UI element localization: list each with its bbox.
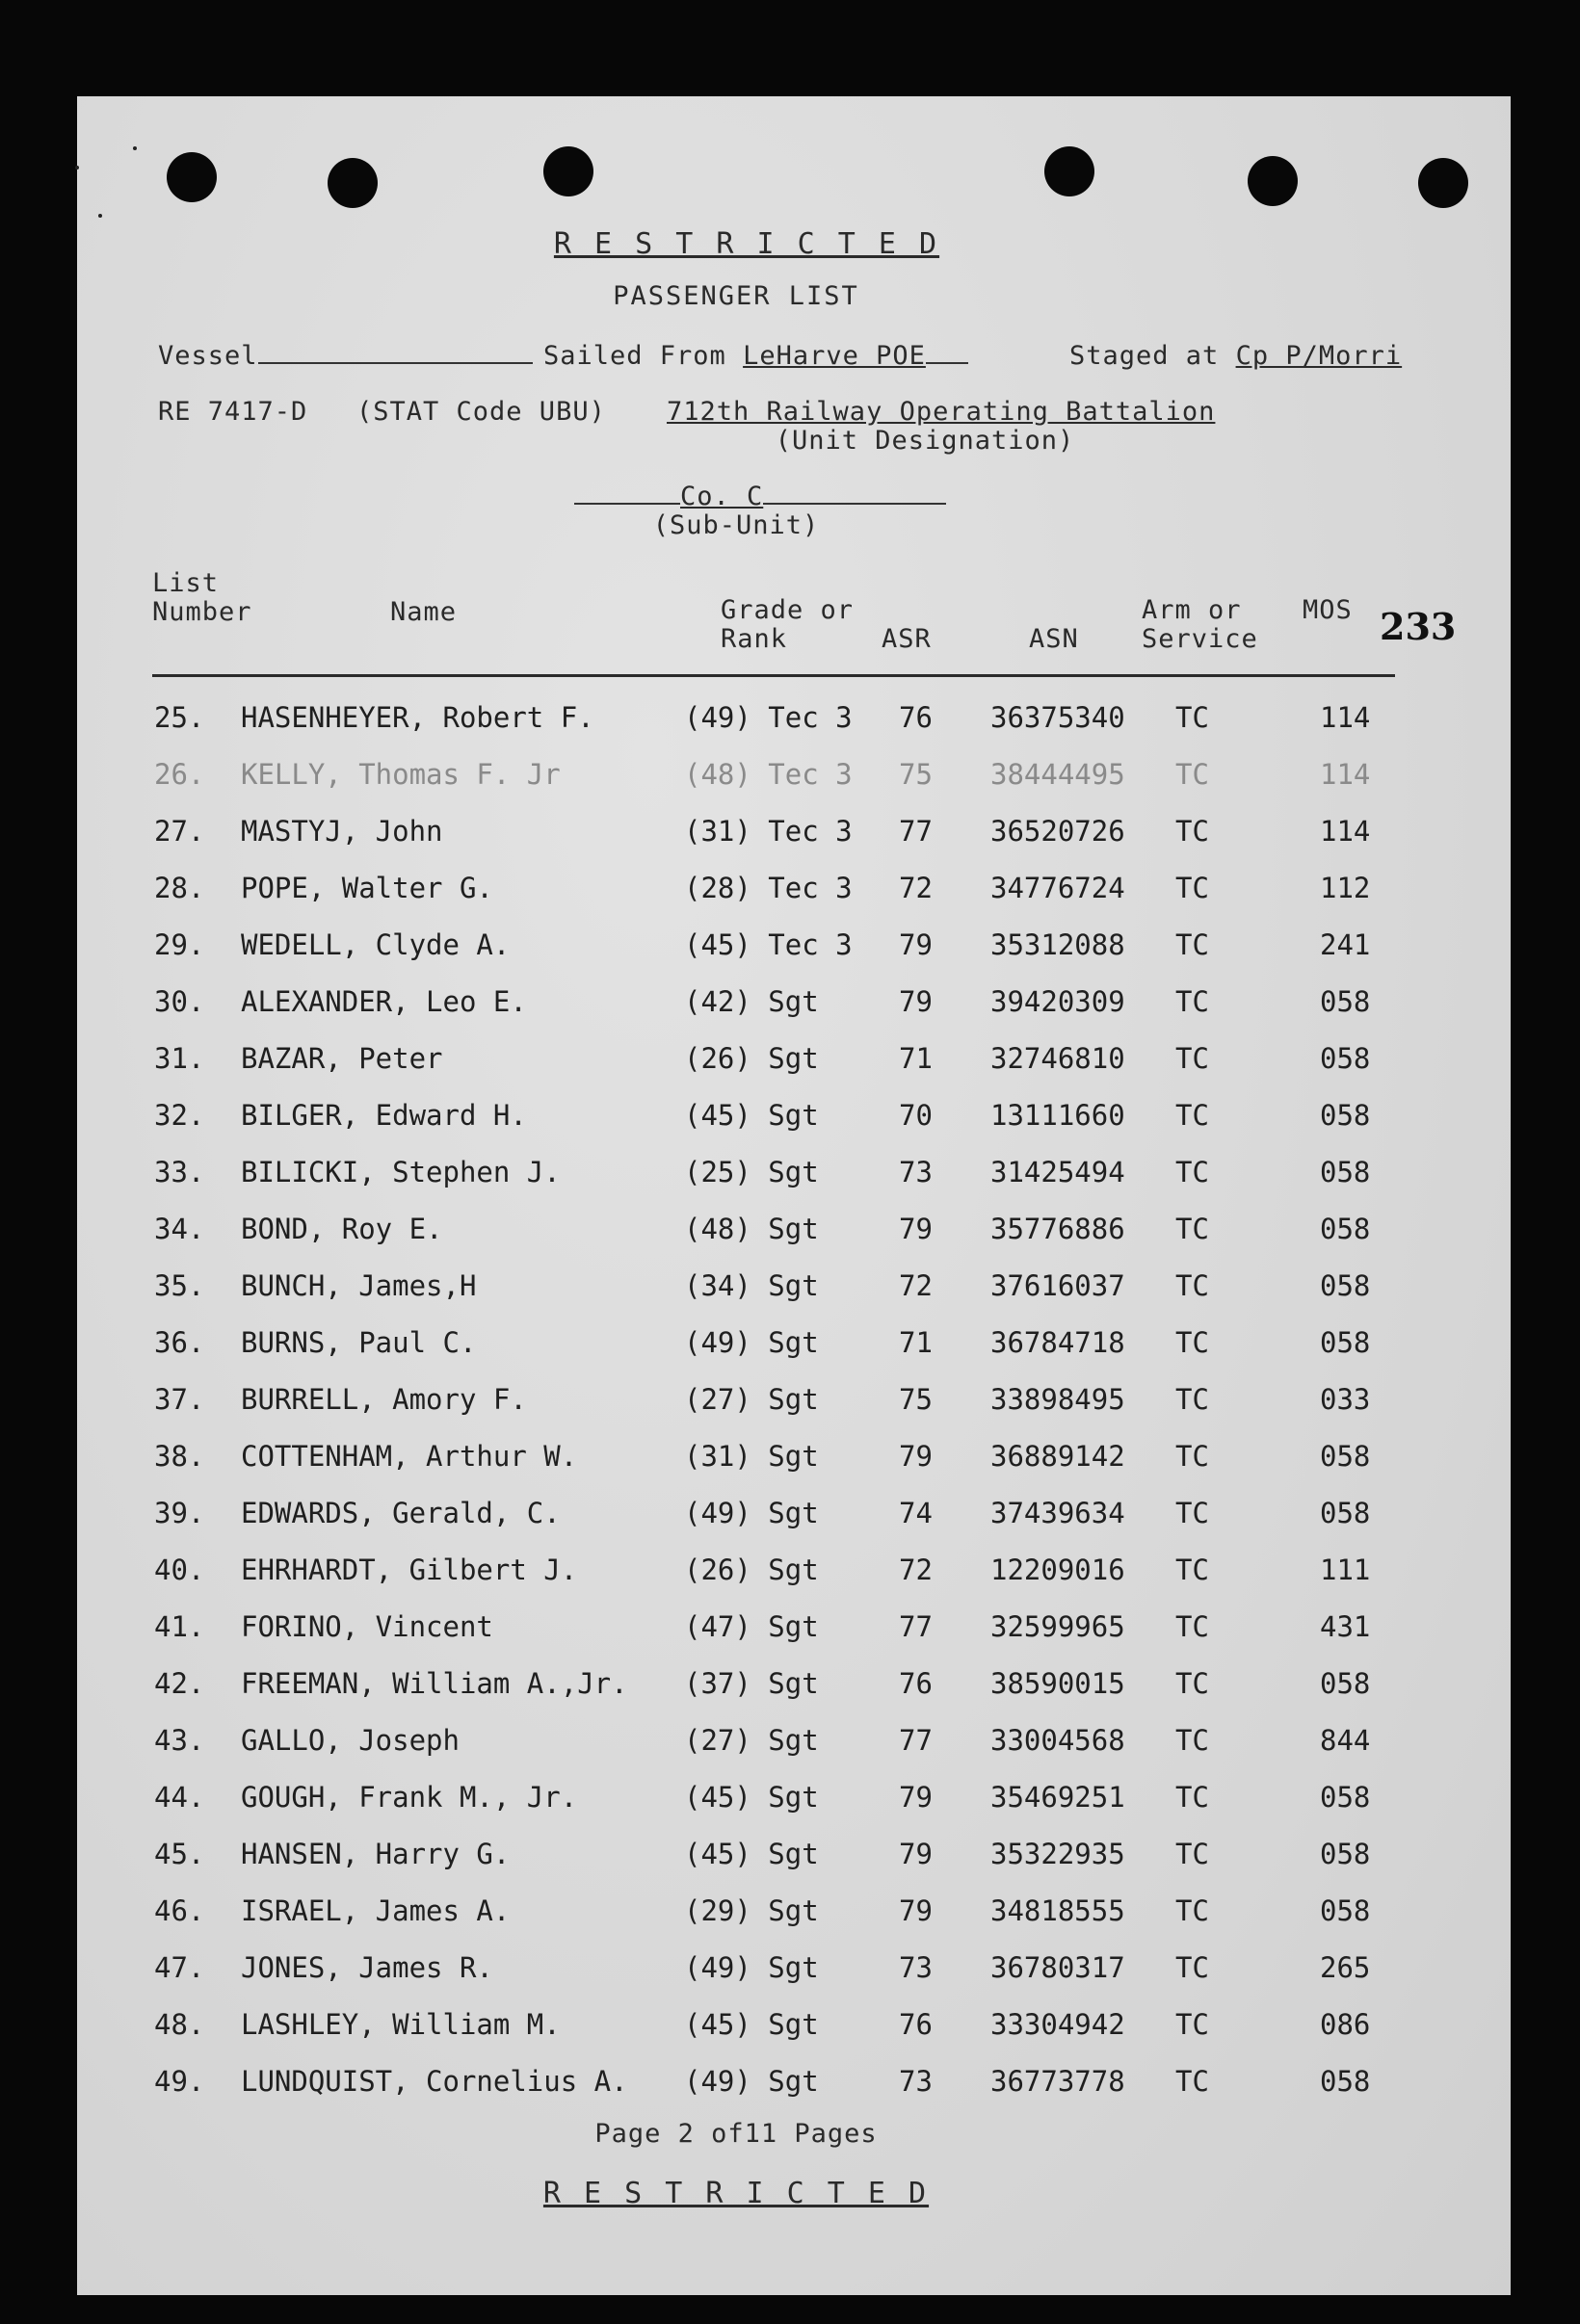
- table-row: [77, 815, 1511, 872]
- unit-designation: 712th Railway Operating Battalion: [667, 397, 1216, 427]
- asr-score: 79: [899, 1213, 933, 1245]
- grade-rank: (31) Sgt: [684, 1440, 819, 1473]
- grade-rank: (45) Sgt: [684, 2008, 819, 2041]
- passenger-name: POPE, Walter G.: [241, 872, 493, 904]
- grade-rank: (48) Sgt: [684, 1213, 819, 1245]
- table-row: [77, 1213, 1511, 1269]
- serial-number: 33304942: [990, 2008, 1125, 2041]
- arm-service: TC: [1175, 2065, 1209, 2098]
- table-row: [77, 1610, 1511, 1667]
- list-number: 25.: [154, 701, 205, 734]
- arm-service: TC: [1175, 1440, 1209, 1473]
- vessel-row: [158, 341, 533, 371]
- mos-code: 086: [1320, 2008, 1371, 2041]
- grade-rank: (27) Sgt: [684, 1724, 819, 1757]
- sailed-blank: [926, 362, 968, 364]
- serial-number: 36889142: [990, 1440, 1125, 1473]
- table-row: [77, 1042, 1511, 1099]
- list-number: 26.: [154, 758, 205, 791]
- table-row: [77, 1099, 1511, 1156]
- table-row: [77, 1781, 1511, 1838]
- asr-score: 72: [899, 1554, 933, 1586]
- arm-service: TC: [1175, 985, 1209, 1018]
- punch-hole: [328, 158, 378, 208]
- arm-service: TC: [1175, 872, 1209, 904]
- serial-number: 38590015: [990, 1667, 1125, 1700]
- list-number: 41.: [154, 1610, 205, 1643]
- grade-rank: (31) Tec 3: [684, 815, 853, 848]
- arm-service: TC: [1175, 1838, 1209, 1870]
- mos-code: 058: [1320, 1156, 1371, 1188]
- asr-score: 74: [899, 1497, 933, 1529]
- punch-hole: [1418, 158, 1468, 208]
- staged-label: Staged at: [1069, 341, 1220, 371]
- grade-rank: (27) Sgt: [684, 1383, 819, 1416]
- list-number: 47.: [154, 1951, 205, 1984]
- punch-hole: [1044, 146, 1094, 196]
- table-row: [77, 1326, 1511, 1383]
- table-row: [77, 1440, 1511, 1497]
- sub-unit-blank-left: [574, 503, 680, 505]
- serial-number: 35469251: [990, 1781, 1125, 1814]
- col-name: Name: [390, 597, 458, 627]
- grade-rank: (45) Sgt: [684, 1099, 819, 1132]
- passenger-name: LASHLEY, William M.: [241, 2008, 561, 2041]
- passenger-name: BILICKI, Stephen J.: [241, 1156, 561, 1188]
- sub-unit: Co. C: [680, 482, 764, 511]
- page-number: 233: [1380, 605, 1457, 648]
- table-row: [77, 872, 1511, 928]
- arm-service: TC: [1175, 1781, 1209, 1814]
- arm-service: TC: [1175, 2008, 1209, 2041]
- col-arm-line2: Service: [1142, 624, 1258, 654]
- mos-code: 058: [1320, 1213, 1371, 1245]
- mos-code: 058: [1320, 1838, 1371, 1870]
- table-row: [77, 1894, 1511, 1951]
- grade-rank: (49) Sgt: [684, 1497, 819, 1529]
- mos-code: 058: [1320, 1497, 1371, 1529]
- asr-score: 71: [899, 1326, 933, 1359]
- vessel-blank: [258, 362, 533, 364]
- serial-number: 36520726: [990, 815, 1125, 848]
- list-number: 37.: [154, 1383, 205, 1416]
- grade-rank: (49) Tec 3: [684, 701, 853, 734]
- list-number: 42.: [154, 1667, 205, 1700]
- grade-rank: (49) Sgt: [684, 2065, 819, 2098]
- arm-service: TC: [1175, 1894, 1209, 1927]
- passenger-name: GOUGH, Frank M., Jr.: [241, 1781, 578, 1814]
- grade-rank: (29) Sgt: [684, 1894, 819, 1927]
- table-row: [77, 928, 1511, 985]
- grade-rank: (48) Tec 3: [684, 758, 853, 791]
- serial-number: 32599965: [990, 1610, 1125, 1643]
- passenger-name: BILGER, Edward H.: [241, 1099, 527, 1132]
- serial-number: 38444495: [990, 758, 1125, 791]
- passenger-name: BUNCH, James,H: [241, 1269, 477, 1302]
- passenger-name: ALEXANDER, Leo E.: [241, 985, 527, 1018]
- serial-number: 34776724: [990, 872, 1125, 904]
- list-number: 34.: [154, 1213, 205, 1245]
- list-number: 49.: [154, 2065, 205, 2098]
- list-number: 29.: [154, 928, 205, 961]
- serial-number: 35312088: [990, 928, 1125, 961]
- page-of-pages: Page 2 of11 Pages: [594, 2119, 878, 2149]
- arm-service: TC: [1175, 928, 1209, 961]
- arm-service: TC: [1175, 1667, 1209, 1700]
- punch-hole: [543, 146, 593, 196]
- list-number: 33.: [154, 1156, 205, 1188]
- col-mos: MOS: [1303, 595, 1353, 625]
- grade-rank: (25) Sgt: [684, 1156, 819, 1188]
- list-number: 31.: [154, 1042, 205, 1075]
- asr-score: 73: [899, 2065, 933, 2098]
- col-asn: ASN: [1029, 624, 1079, 654]
- arm-service: TC: [1175, 1610, 1209, 1643]
- serial-number: 36375340: [990, 701, 1125, 734]
- asr-score: 75: [899, 758, 933, 791]
- table-row: [77, 2008, 1511, 2065]
- table-row: [77, 1667, 1511, 1724]
- arm-service: TC: [1175, 1951, 1209, 1984]
- table-row: [77, 1269, 1511, 1326]
- mos-code: 058: [1320, 1894, 1371, 1927]
- list-number: 43.: [154, 1724, 205, 1757]
- passenger-name: GALLO, Joseph: [241, 1724, 460, 1757]
- mos-code: 058: [1320, 1042, 1371, 1075]
- mos-code: 058: [1320, 1269, 1371, 1302]
- punch-hole: [167, 152, 217, 202]
- col-grade-line1: Grade or: [721, 595, 855, 625]
- arm-service: TC: [1175, 1724, 1209, 1757]
- asr-score: 79: [899, 1838, 933, 1870]
- restricted-header: R E S T R I C T E D: [553, 227, 940, 261]
- sub-unit-row: [574, 482, 946, 511]
- asr-score: 70: [899, 1099, 933, 1132]
- mos-code: 058: [1320, 1099, 1371, 1132]
- arm-service: TC: [1175, 1383, 1209, 1416]
- table-row: [77, 2065, 1511, 2122]
- restricted-footer: R E S T R I C T E D: [542, 2177, 930, 2210]
- asr-score: 79: [899, 985, 933, 1018]
- mos-code: 241: [1320, 928, 1371, 961]
- list-number: 35.: [154, 1269, 205, 1302]
- mos-code: 058: [1320, 1326, 1371, 1359]
- asr-score: 79: [899, 1440, 933, 1473]
- table-row: [77, 758, 1511, 815]
- mos-code: 058: [1320, 1440, 1371, 1473]
- grade-rank: (42) Sgt: [684, 985, 819, 1018]
- grade-rank: (45) Tec 3: [684, 928, 853, 961]
- table-row: [77, 1497, 1511, 1554]
- mos-code: 033: [1320, 1383, 1371, 1416]
- sub-unit-caption: (Sub-Unit): [652, 510, 820, 540]
- asr-score: 79: [899, 928, 933, 961]
- grade-rank: (28) Tec 3: [684, 872, 853, 904]
- asr-score: 76: [899, 701, 933, 734]
- list-number: 45.: [154, 1838, 205, 1870]
- sailed-label: Sailed From: [543, 341, 726, 371]
- asr-score: 72: [899, 872, 933, 904]
- mos-code: 058: [1320, 985, 1371, 1018]
- arm-service: TC: [1175, 1497, 1209, 1529]
- serial-number: 31425494: [990, 1156, 1125, 1188]
- table-row: [77, 1554, 1511, 1610]
- staged-value: Cp P/Morri: [1235, 341, 1403, 371]
- list-number: 39.: [154, 1497, 205, 1529]
- passenger-name: HASENHEYER, Robert F.: [241, 701, 594, 734]
- list-number: 48.: [154, 2008, 205, 2041]
- asr-score: 72: [899, 1269, 933, 1302]
- list-number: 38.: [154, 1440, 205, 1473]
- mos-code: 844: [1320, 1724, 1371, 1757]
- passenger-name: MASTYJ, John: [241, 815, 443, 848]
- col-asr: ASR: [882, 624, 932, 654]
- serial-number: 33898495: [990, 1383, 1125, 1416]
- serial-number: 13111660: [990, 1099, 1125, 1132]
- punch-hole: [1248, 156, 1298, 206]
- list-number: 32.: [154, 1099, 205, 1132]
- asr-score: 73: [899, 1951, 933, 1984]
- col-list-number-line1: List: [152, 568, 220, 598]
- asr-score: 79: [899, 1894, 933, 1927]
- passenger-name: LUNDQUIST, Cornelius A.: [241, 2065, 628, 2098]
- re-code: RE 7417-D: [158, 397, 308, 427]
- passenger-name: COTTENHAM, Arthur W.: [241, 1440, 578, 1473]
- vessel-label: Vessel: [158, 341, 258, 371]
- list-number: 30.: [154, 985, 205, 1018]
- serial-number: 39420309: [990, 985, 1125, 1018]
- mos-code: 114: [1320, 815, 1371, 848]
- sailed-row: [543, 341, 968, 371]
- asr-score: 75: [899, 1383, 933, 1416]
- asr-score: 76: [899, 2008, 933, 2041]
- list-number: 36.: [154, 1326, 205, 1359]
- passenger-name: BURNS, Paul C.: [241, 1326, 477, 1359]
- mos-code: 265: [1320, 1951, 1371, 1984]
- mos-code: 114: [1320, 758, 1371, 791]
- passenger-name: BURRELL, Amory F.: [241, 1383, 527, 1416]
- serial-number: 36780317: [990, 1951, 1125, 1984]
- grade-rank: (34) Sgt: [684, 1269, 819, 1302]
- grade-rank: (47) Sgt: [684, 1610, 819, 1643]
- passenger-name: FORINO, Vincent: [241, 1610, 493, 1643]
- serial-number: 34818555: [990, 1894, 1125, 1927]
- mos-code: 058: [1320, 2065, 1371, 2098]
- serial-number: 35776886: [990, 1213, 1125, 1245]
- arm-service: TC: [1175, 815, 1209, 848]
- serial-number: 36773778: [990, 2065, 1125, 2098]
- col-arm-line1: Arm or: [1142, 595, 1242, 625]
- asr-score: 76: [899, 1667, 933, 1700]
- col-grade-line2: Rank: [721, 624, 788, 654]
- passenger-name: BOND, Roy E.: [241, 1213, 443, 1245]
- passenger-name: WEDELL, Clyde A.: [241, 928, 511, 961]
- grade-rank: (49) Sgt: [684, 1951, 819, 1984]
- arm-service: TC: [1175, 758, 1209, 791]
- arm-service: TC: [1175, 1554, 1209, 1586]
- grade-rank: (26) Sgt: [684, 1554, 819, 1586]
- table-row: [77, 985, 1511, 1042]
- passenger-name: KELLY, Thomas F. Jr: [241, 758, 561, 791]
- header-rule: [152, 674, 1395, 677]
- asr-score: 73: [899, 1156, 933, 1188]
- list-number: 28.: [154, 872, 205, 904]
- table-row: [77, 1156, 1511, 1213]
- list-number: 27.: [154, 815, 205, 848]
- table-row: [77, 1724, 1511, 1781]
- arm-service: TC: [1175, 1213, 1209, 1245]
- asr-score: 77: [899, 1610, 933, 1643]
- passenger-name: EHRHARDT, Gilbert J.: [241, 1554, 578, 1586]
- list-number: 44.: [154, 1781, 205, 1814]
- serial-number: 32746810: [990, 1042, 1125, 1075]
- grade-rank: (37) Sgt: [684, 1667, 819, 1700]
- unit-caption: (Unit Designation): [775, 426, 1075, 456]
- mos-code: 112: [1320, 872, 1371, 904]
- staged-row: [1069, 341, 1402, 371]
- ink-speck: [98, 214, 102, 218]
- passenger-name: ISRAEL, James A.: [241, 1894, 511, 1927]
- grade-rank: (45) Sgt: [684, 1838, 819, 1870]
- arm-service: TC: [1175, 1269, 1209, 1302]
- asr-score: 71: [899, 1042, 933, 1075]
- arm-service: TC: [1175, 1042, 1209, 1075]
- list-number: 46.: [154, 1894, 205, 1927]
- passenger-name: JONES, James R.: [241, 1951, 493, 1984]
- grade-rank: (26) Sgt: [684, 1042, 819, 1075]
- table-row: [77, 1383, 1511, 1440]
- grade-rank: (45) Sgt: [684, 1781, 819, 1814]
- passenger-name: HANSEN, Harry G.: [241, 1838, 511, 1870]
- mos-code: 431: [1320, 1610, 1371, 1643]
- asr-score: 77: [899, 815, 933, 848]
- serial-number: 12209016: [990, 1554, 1125, 1586]
- ink-speck: [75, 166, 79, 170]
- mos-code: 058: [1320, 1667, 1371, 1700]
- mos-code: 114: [1320, 701, 1371, 734]
- grade-rank: (49) Sgt: [684, 1326, 819, 1359]
- asr-score: 77: [899, 1724, 933, 1757]
- table-row: [77, 1838, 1511, 1894]
- list-number: 40.: [154, 1554, 205, 1586]
- passenger-list-title: PASSENGER LIST: [613, 281, 859, 311]
- passenger-name: BAZAR, Peter: [241, 1042, 443, 1075]
- ink-speck: [133, 146, 137, 150]
- serial-number: 35322935: [990, 1838, 1125, 1870]
- arm-service: TC: [1175, 1099, 1209, 1132]
- asr-score: 79: [899, 1781, 933, 1814]
- passenger-name: EDWARDS, Gerald, C.: [241, 1497, 561, 1529]
- mos-code: 058: [1320, 1781, 1371, 1814]
- sailed-value: LeHarve POE: [743, 341, 926, 371]
- document-page: [77, 96, 1511, 2295]
- serial-number: 37616037: [990, 1269, 1125, 1302]
- serial-number: 33004568: [990, 1724, 1125, 1757]
- stat-code: (STAT Code UBU): [356, 397, 606, 427]
- serial-number: 36784718: [990, 1326, 1125, 1359]
- arm-service: TC: [1175, 1326, 1209, 1359]
- serial-number: 37439634: [990, 1497, 1125, 1529]
- mos-code: 111: [1320, 1554, 1371, 1586]
- sub-unit-blank-right: [763, 503, 946, 505]
- passenger-name: FREEMAN, William A.,Jr.: [241, 1667, 628, 1700]
- arm-service: TC: [1175, 1156, 1209, 1188]
- arm-service: TC: [1175, 701, 1209, 734]
- table-row: [77, 701, 1511, 758]
- table-row: [77, 1951, 1511, 2008]
- col-list-number-line2: Number: [152, 597, 252, 627]
